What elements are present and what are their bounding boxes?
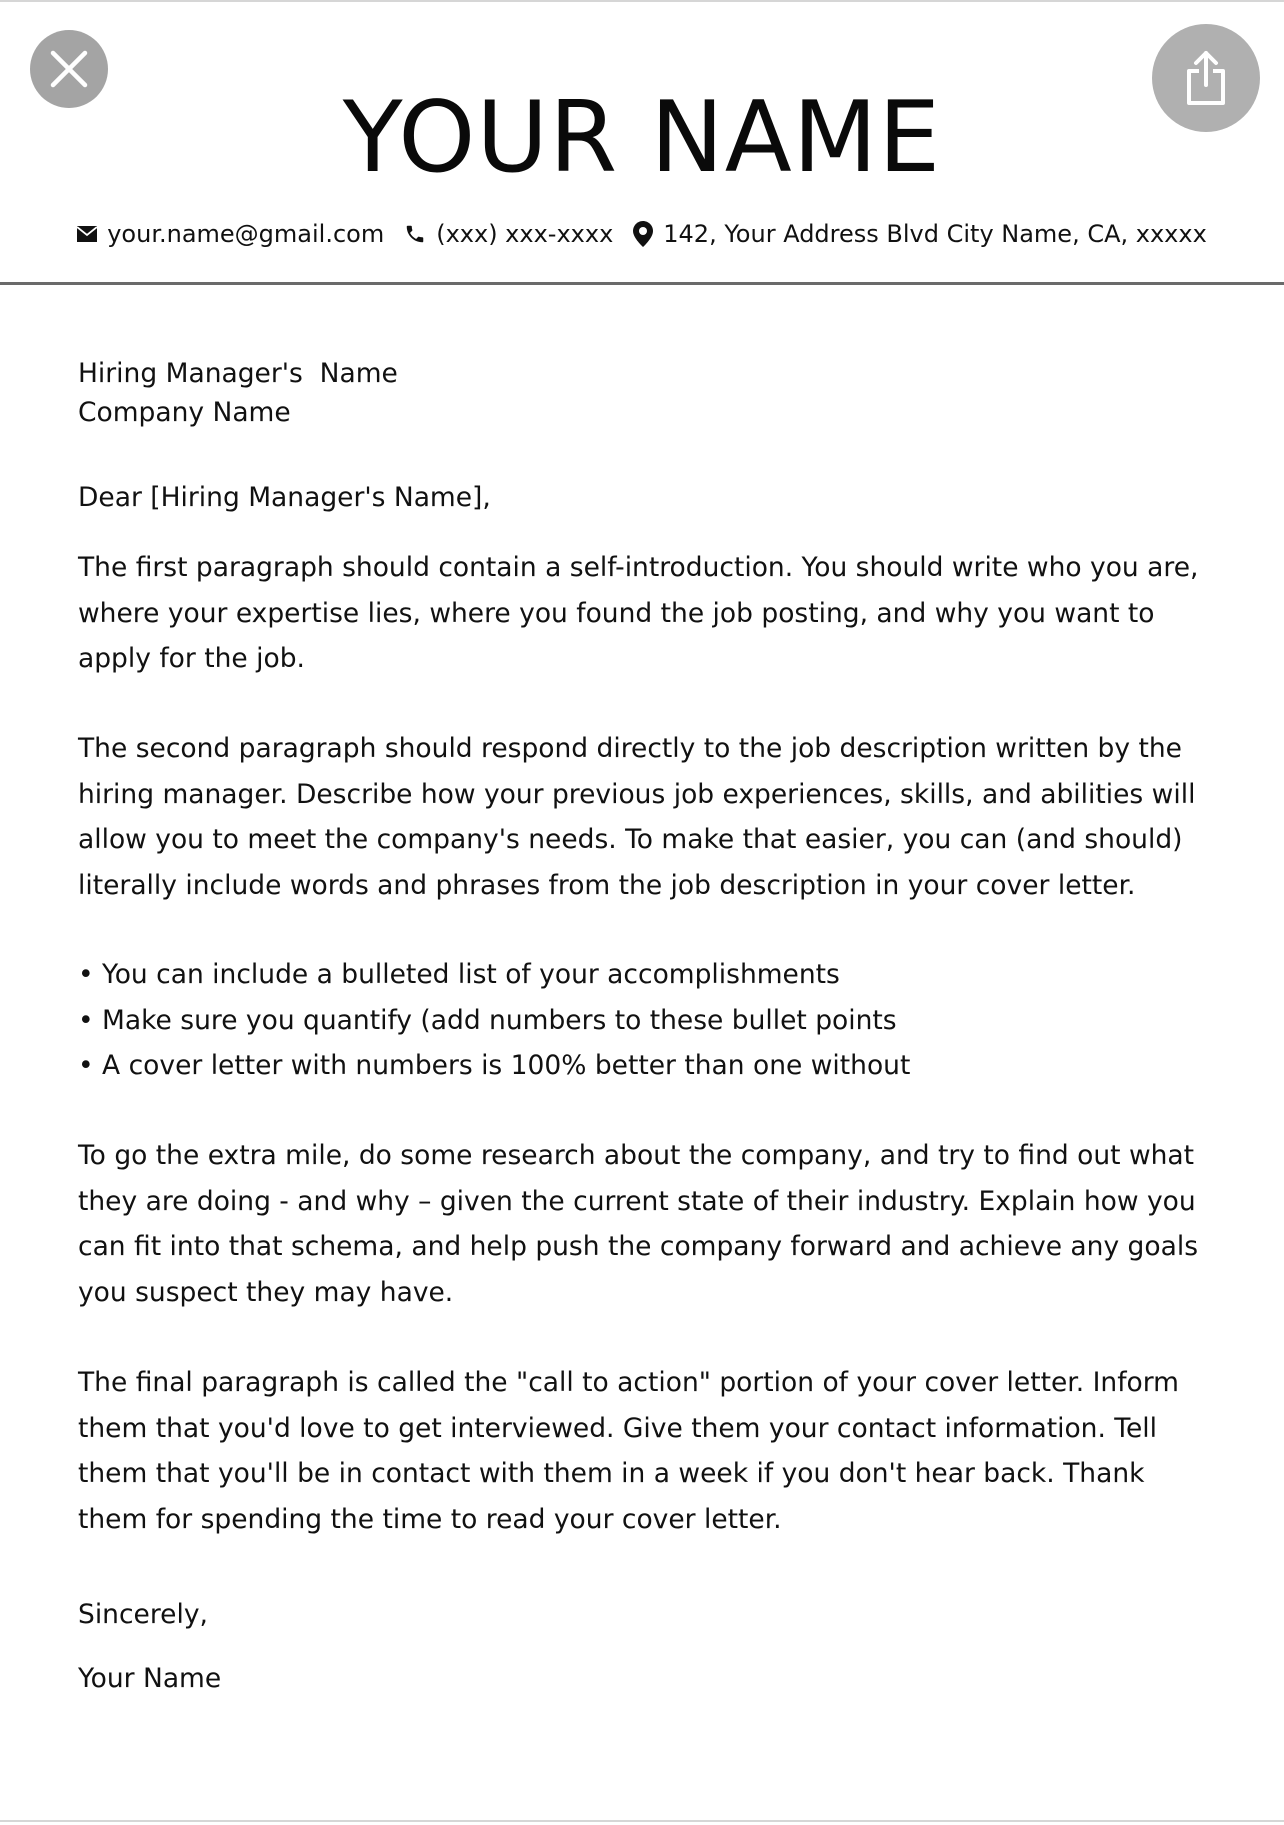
- contact-row: [0, 216, 1284, 252]
- recipient-block: [78, 354, 1208, 432]
- header-divider: [0, 282, 1284, 285]
- list-item: • Make sure you quantify (add numbers to these bullet points: [78, 1004, 897, 1036]
- email-text: your.name@gmail.com: [107, 220, 385, 248]
- recipient-name: Hiring Manager's Name: [78, 358, 398, 389]
- top-border: [0, 0, 1284, 2]
- list-item: • You can include a bulleted list of your accomplishments: [78, 959, 840, 990]
- paragraph-2: The second paragraph should respond directly to the job description written by the hiring manager. Describe how your previous job experiences, skills, and abilities will allow you to meet the company's needs. To make that easier, you can (and should) literally include words and phrases from the job description in your cover letter.: [78, 733, 1196, 901]
- paragraph-3: To go the extra mile, do some research about the company, and try to find out what they are doing - and why – given the current state of their industry. Explain how you can fit into that schema, and help push the company forward and achieve any goals you suspect they may have.: [78, 1140, 1199, 1308]
- paragraph-4: The final paragraph is called the "call to action" portion of your cover letter. Inform them that you'd love to get interviewed. Give them your contact information. Tell them that you'll be in contact with them in a week if you don't hear back. Thank them for spending the time to read your cover letter.: [78, 1367, 1179, 1535]
- envelope-icon: [77, 226, 97, 242]
- contact-email[interactable]: [77, 216, 384, 252]
- closing: Sincerely,: [78, 1599, 208, 1630]
- bottom-border: [0, 1820, 1284, 1822]
- phone-text: (xxx) xxx-xxxx: [436, 220, 614, 248]
- greeting: Dear [Hiring Manager's Name],: [78, 482, 491, 513]
- header-name: YOUR NAME: [342, 81, 942, 195]
- contact-address[interactable]: [633, 216, 1207, 252]
- company-name: Company Name: [78, 397, 291, 428]
- list-item: • A cover letter with numbers is 100% better than one without: [78, 1050, 911, 1081]
- phone-icon: [404, 223, 426, 245]
- address-text: 142, Your Address Blvd City Name, CA, xxxxx: [663, 220, 1207, 248]
- signature: Your Name: [78, 1663, 222, 1694]
- accomplishment-list: [78, 952, 1208, 1089]
- map-pin-icon: [633, 221, 653, 247]
- paragraph-1: The first paragraph should contain a self-introduction. You should write who you are, where your expertise lies, where you found the job posting, and why you want to apply for the job.: [78, 552, 1199, 674]
- contact-phone[interactable]: [404, 216, 613, 252]
